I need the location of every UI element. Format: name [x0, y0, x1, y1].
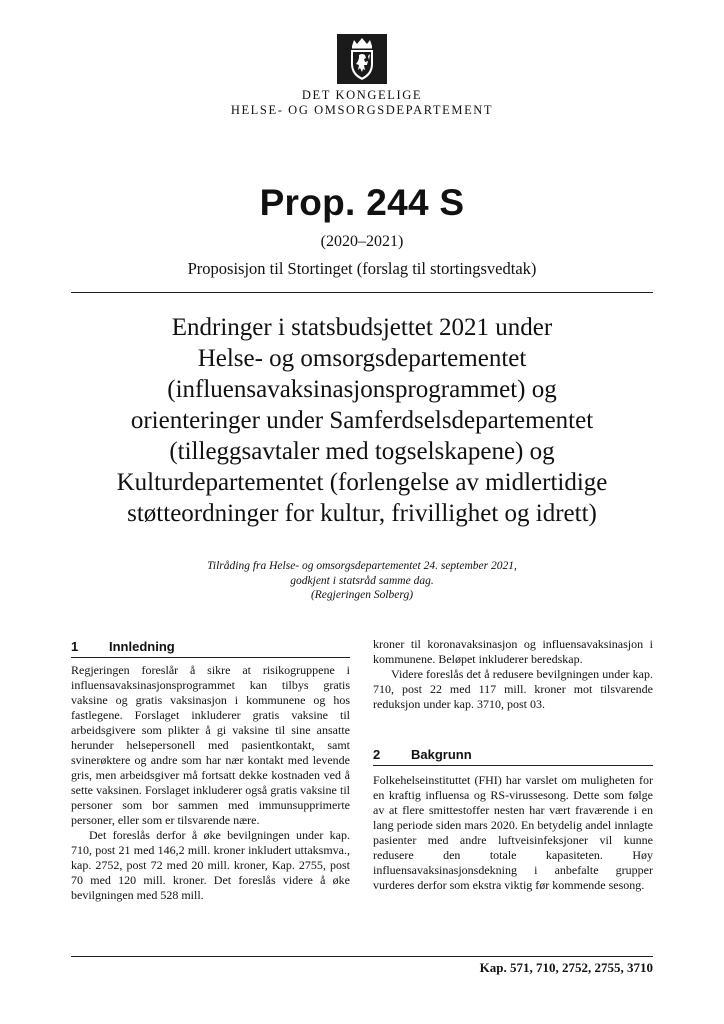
document-subtitle: Proposisjon til Stortinget (forslag til stortingsvedtak) — [187, 259, 537, 278]
chapter-list: Kap. 571, 710, 2752, 2755, 3710 — [479, 960, 653, 975]
title-line: støtteordninger for kultur, frivillighet og idrett) — [127, 500, 597, 527]
department-name-line1: DET KONGELIGE — [301, 88, 423, 102]
approval-note — [0, 559, 724, 603]
title-line: (influensavaksinasjonsprogrammet) og — [167, 376, 557, 403]
right-column-text-bakgrunn — [373, 773, 653, 893]
parliamentary-session: (2020–2021) — [320, 233, 404, 250]
section-divider — [71, 657, 350, 658]
approval-line: (Regjeringen Solberg) — [310, 589, 414, 601]
section-number: 1 — [71, 639, 79, 654]
department-name-line2: HELSE- OG OMSORGSDEPARTEMENT — [230, 103, 494, 117]
section-number: 2 — [373, 747, 381, 762]
right-column-text — [373, 637, 653, 712]
title-line: Kulturdepartementet (forlengelse av midlertidige — [116, 469, 608, 496]
title-line: orienteringer under Samferdselsdepartementet — [130, 407, 594, 434]
top-divider — [71, 292, 653, 293]
title-line: Helse- og omsorgsdepartementet — [197, 345, 527, 372]
section-heading-innledning — [71, 639, 175, 654]
coat-of-arms-icon — [337, 34, 387, 84]
left-column-text — [71, 663, 350, 903]
proposition-number: Prop. 244 S — [259, 182, 465, 223]
section-divider — [373, 765, 653, 766]
section-title: Bakgrunn — [411, 747, 472, 762]
title-line: Endringer i statsbudsjettet 2021 under — [171, 314, 553, 341]
document-title — [40, 312, 684, 529]
approval-line: godkjent i statsråd samme dag. — [290, 574, 434, 587]
paragraph: Folkehelseinstituttet (FHI) har varslet om muligheten for en kraftig influensa og RS-virussesong. Dette som følge av at flere smittestoffer nesten har vært fraværende i en lang periode siden mars 2020. En betydelig andel innlagte pasienter med andre luftveisinfeksjoner vil kunne redusere den totale kapasiteten. Høy influensavaksinasjonsdekning i anbefalte grupper vurderes derfor som ekstra viktig før kommende sesong. — [373, 773, 653, 892]
paragraph: Det foreslås derfor å øke bevilgningen under kap. 710, post 21 med 146,2 mill. kroner inkludert uttaksmva., kap. 2752, post 72 med 20 mill. kroner, Kap. 2755, post 70 med 120 mill. kroner. Det foreslås videre å øke bevilgningen med 528 mill. — [71, 828, 350, 902]
paragraph: Regjeringen foreslår å sikre at risikogruppene i influensavaksinasjonsprogrammet kan tilbys gratis vaksine og gratis vaksinasjon i kommunene og hos fastlegene. Forslaget inkluderer gratis vaksine til arbeidsgivere som plikter å gi vaksine til sine ansatte herunder helsepersonell med pasientkontakt, samt svinerøktere og andre som har nær kontakt med levende gris, men arbeidsgiver må fortsatt dekke kostnaden ved å sette vaksinen. Forslaget inkluderer også gratis vaksine til personer som bor sammen med immunsupprimerte personer, eller som er tilsvarende nære. — [71, 663, 350, 827]
approval-line: Tilråding fra Helse- og omsorgsdepartementet 24. september 2021, — [207, 560, 517, 572]
paragraph: kroner til koronavaksinasjon og influensavaksinasjon i kommunene. Beløpet inkluderer beredskap. — [373, 637, 653, 666]
section-heading-bakgrunn — [373, 747, 472, 762]
paragraph: Videre foreslås det å redusere bevilgningen under kap. 710, post 22 med 117 mill. kroner mot tilsvarende reduksjon under kap. 3710, post 03. — [373, 667, 653, 711]
bottom-divider — [71, 956, 653, 957]
title-line: (tilleggsavtaler med togselskapene) og — [169, 438, 555, 465]
section-title: Innledning — [109, 639, 175, 654]
